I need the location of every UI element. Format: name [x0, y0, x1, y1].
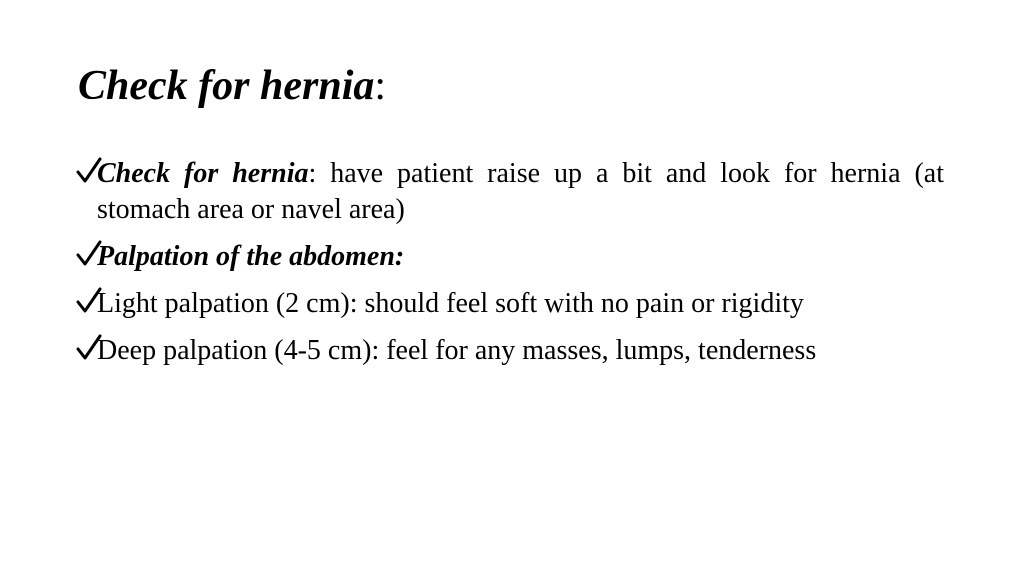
bullet-item: [76, 286, 944, 322]
bullet-text: : have patient raise up a bit and look for hernia (at stomach area or navel area): [97, 158, 944, 225]
check-icon: [76, 239, 102, 269]
bullet-list: [76, 156, 944, 380]
bullet-lead: Check for hernia: [97, 158, 309, 189]
bullet-item: [76, 156, 944, 228]
slide-title-emphasis: Check for hernia: [78, 63, 375, 109]
bullet-item: [76, 333, 944, 369]
check-icon: [76, 156, 102, 186]
slide-title-suffix: :: [374, 63, 387, 109]
bullet-lead: Palpation of the abdomen:: [97, 241, 405, 272]
bullet-item: [76, 239, 944, 275]
bullet-text: Light palpation (2 cm): should feel soft with no pain or rigidity: [97, 288, 804, 319]
check-icon: [76, 333, 102, 363]
slide-title: [78, 60, 386, 112]
bullet-text: Deep palpation (4-5 cm): feel for any masses, lumps, tenderness: [97, 335, 817, 366]
check-icon: [76, 286, 102, 316]
